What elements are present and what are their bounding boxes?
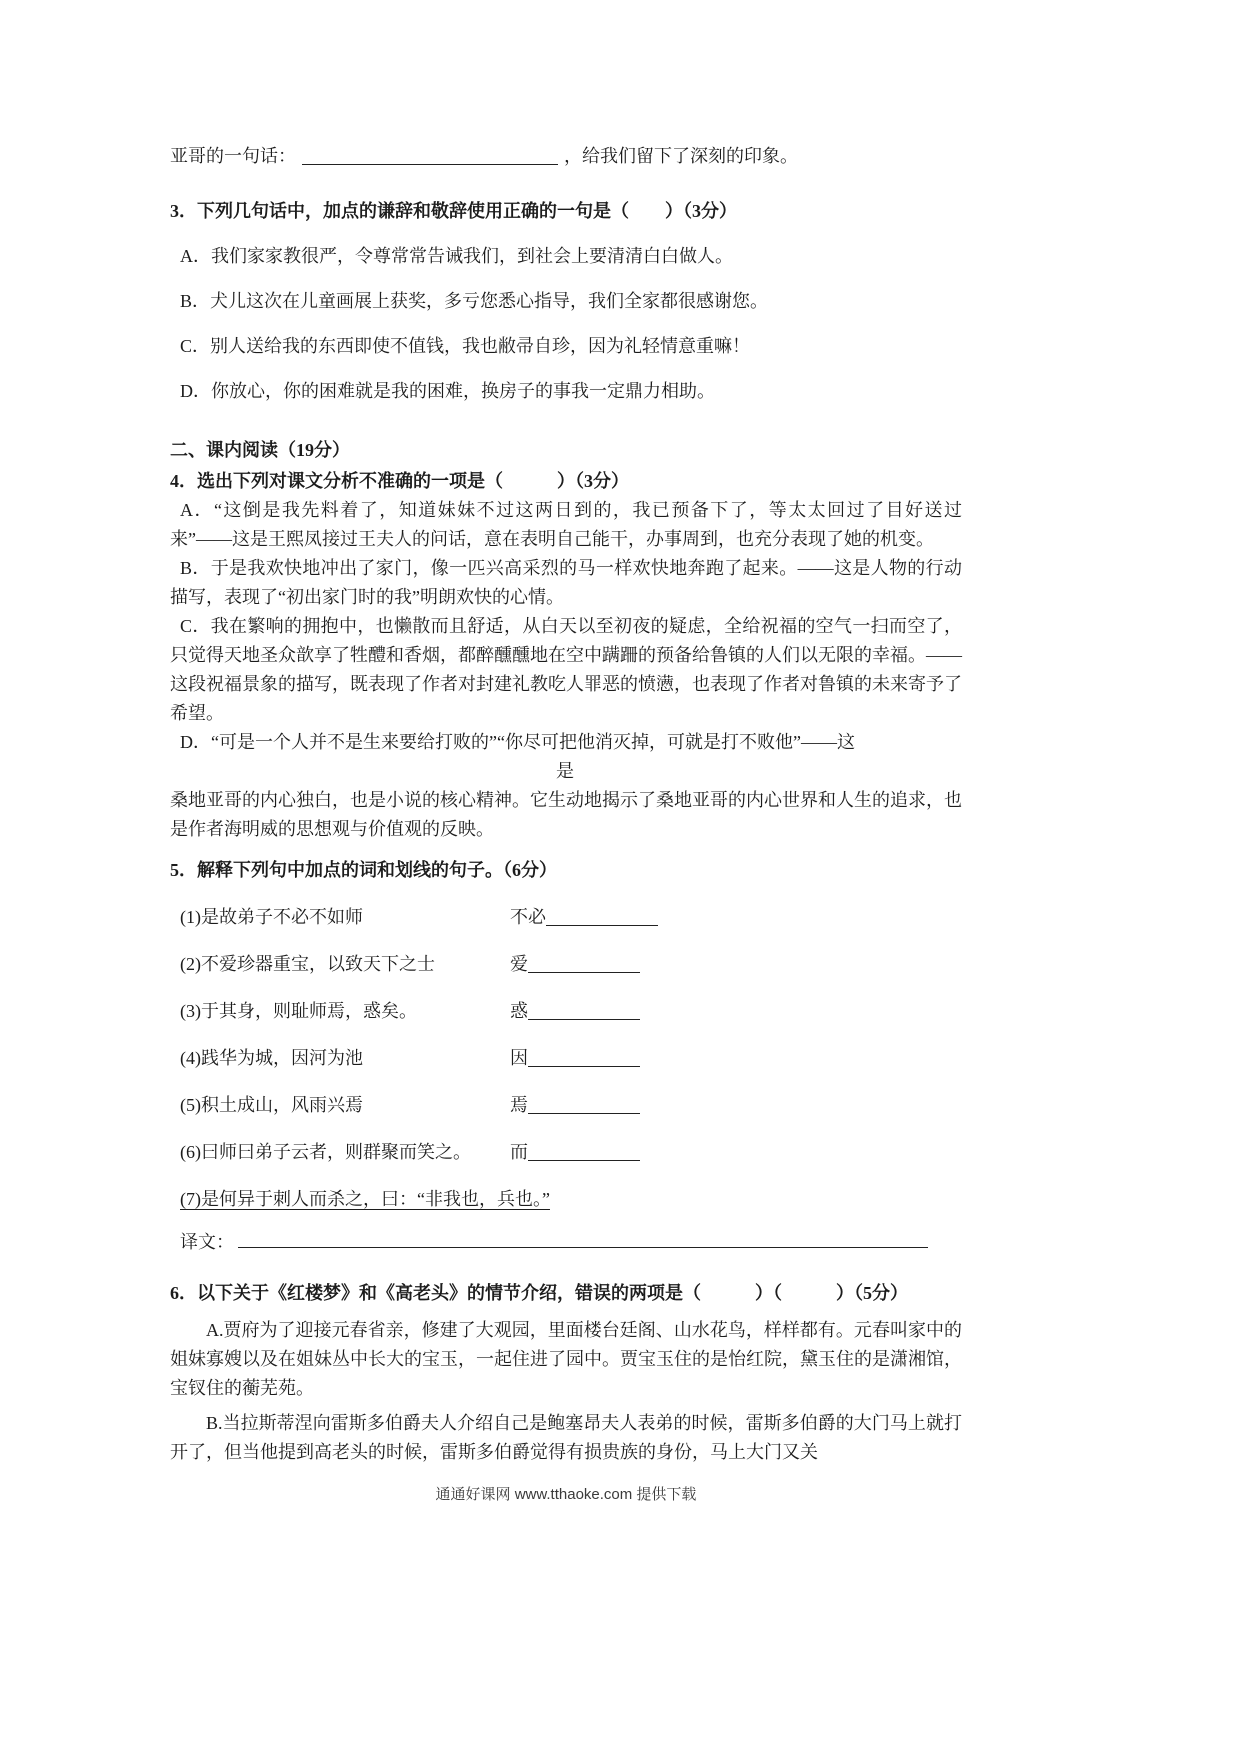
answer-blank bbox=[528, 1048, 640, 1067]
q4-option-a: A．“这倒是我先料着了，知道妹妹不过这两日到的，我已预备下了，等太太回过了目好送过来”——这是王熙凤接过王夫人的问话，意在表明自己能干，办事周到，也充分表现了她的机变。 bbox=[170, 500, 962, 549]
intro-line bbox=[170, 142, 962, 171]
q4-option-d: D．“可是一个人并不是生来要给打败的”“你尽可把他消灭掉，可就是打不败他”——这 bbox=[180, 732, 855, 752]
page-footer: 通通好课网 www.tthaoke.com 提供下载 bbox=[435, 1486, 697, 1503]
q4-option-d-orphan-char: 是 bbox=[556, 761, 574, 781]
q4-option-d-continuation: 桑地亚哥的内心独白，也是小说的核心精神。它生动地揭示了桑地亚哥的内心世界和人生的追求，也是作者海明威的思想观与价值观的反映。 bbox=[170, 790, 962, 839]
q5-item-answer bbox=[510, 1138, 640, 1167]
q3-option-c: C．别人送给我的东西即使不值钱，我也敝帚自珍，因为礼轻情意重嘛！ bbox=[180, 336, 751, 356]
q5-item-2 bbox=[170, 950, 962, 979]
fill-in-blank bbox=[302, 146, 558, 165]
q5-answer-word: 不必 bbox=[510, 907, 546, 927]
q5-item-6 bbox=[170, 1138, 962, 1167]
question-4-title: 4．选出下列对课文分析不准确的一项是（ ）（3分） bbox=[170, 471, 629, 491]
q4-option-b: B．于是我欢快地冲出了家门，像一匹兴高采烈的马一样欢快地奔跑了起来。——这是人物的行动描写，表现了“初出家门时的我”明朗欢快的心情。 bbox=[170, 558, 962, 607]
q5-item-5 bbox=[170, 1091, 962, 1120]
question-3-title: 3．下列几句话中，加点的谦辞和敬辞使用正确的一句是（ ）（3分） bbox=[170, 201, 737, 221]
q5-item-7 bbox=[170, 1185, 962, 1214]
intro-before-blank: 亚哥的一句话： bbox=[170, 146, 296, 166]
q5-item-1 bbox=[170, 903, 962, 932]
answer-blank bbox=[528, 1095, 640, 1114]
q5-item-4 bbox=[170, 1044, 962, 1073]
question-6-title: 6．以下关于《红楼梦》和《高老头》的情节介绍，错误的两项是（ ）（ ）（5分） bbox=[170, 1283, 908, 1303]
q5-item-text: (1)是故弟子不必不如师 bbox=[180, 907, 363, 927]
q5-item-7-underlined-sentence: (7)是何异于刺人而杀之，曰：“非我也，兵也。” bbox=[180, 1189, 550, 1209]
q5-item-3 bbox=[170, 997, 962, 1026]
translation-label: 译文： bbox=[180, 1232, 234, 1252]
q5-item-text: (5)积土成山，风雨兴焉 bbox=[180, 1095, 363, 1115]
q5-item-answer bbox=[510, 1044, 640, 1073]
q5-item-answer bbox=[510, 903, 658, 932]
q5-item-answer bbox=[510, 997, 640, 1026]
q5-answer-word: 爱 bbox=[510, 954, 528, 974]
answer-blank bbox=[528, 1001, 640, 1020]
q4-option-c: C．我在繁响的拥抱中，也懒散而且舒适，从白天以至初夜的疑虑，全给祝福的空气一扫而空了，只觉得天地圣众歆享了牲醴和香烟，都醉醺醺地在空中蹒跚的预备给鲁镇的人们以无限的幸福。——这段祝福景象的描写，既表现了作者对封建礼教吃人罪恶的愤懑，也表现了作者对鲁镇的未来寄予了希望。 bbox=[170, 616, 962, 723]
intro-after-blank: ，给我们留下了深刻的印象。 bbox=[564, 146, 798, 166]
q5-item-answer bbox=[510, 1091, 640, 1120]
answer-blank bbox=[546, 907, 658, 926]
q6-option-a: A.贾府为了迎接元春省亲，修建了大观园，里面楼台廷阁、山水花鸟，样样都有。元春叫家中的姐妹寡嫂以及在姐妹丛中长大的宝玉，一起住进了园中。贾宝玉住的是怡红院，黛玉住的是潇湘馆，宝钗住的蘅芜苑。 bbox=[170, 1320, 962, 1398]
answer-blank bbox=[528, 954, 640, 973]
q5-item-text: (3)于其身，则耻师焉，惑矣。 bbox=[180, 1001, 417, 1021]
q5-translation-line bbox=[170, 1228, 962, 1257]
q5-item-text: (4)践华为城，因河为池 bbox=[180, 1048, 363, 1068]
question-5-title: 5．解释下列句中加点的词和划线的句子。（6分） bbox=[170, 860, 557, 880]
q5-answer-word: 因 bbox=[510, 1048, 528, 1068]
q5-item-answer bbox=[510, 950, 640, 979]
q5-answer-word: 惑 bbox=[510, 1001, 528, 1021]
section-2-title: 二、课内阅读（19分） bbox=[170, 440, 350, 460]
q5-answer-word: 焉 bbox=[510, 1095, 528, 1115]
q3-option-b: B．犬儿这次在儿童画展上获奖，多亏您悉心指导，我们全家都很感谢您。 bbox=[180, 291, 769, 311]
q5-item-text: (6)曰师曰弟子云者，则群聚而笑之。 bbox=[180, 1142, 471, 1162]
q5-item-text: (2)不爱珍器重宝，以致天下之士 bbox=[180, 954, 435, 974]
q5-answer-word: 而 bbox=[510, 1142, 528, 1162]
q3-option-d: D．你放心，你的困难就是我的困难，换房子的事我一定鼎力相助。 bbox=[180, 381, 715, 401]
q6-option-b: B.当拉斯蒂涅向雷斯多伯爵夫人介绍自己是鲍塞昂夫人表弟的时候，雷斯多伯爵的大门马上就打开了，但当他提到高老头的时候，雷斯多伯爵觉得有损贵族的身份，马上大门又关 bbox=[170, 1413, 962, 1462]
answer-blank bbox=[528, 1142, 640, 1161]
q3-option-a: A．我们家家教很严，令尊常常告诫我们，到社会上要清清白白做人。 bbox=[180, 246, 733, 266]
translation-blank bbox=[238, 1229, 928, 1248]
